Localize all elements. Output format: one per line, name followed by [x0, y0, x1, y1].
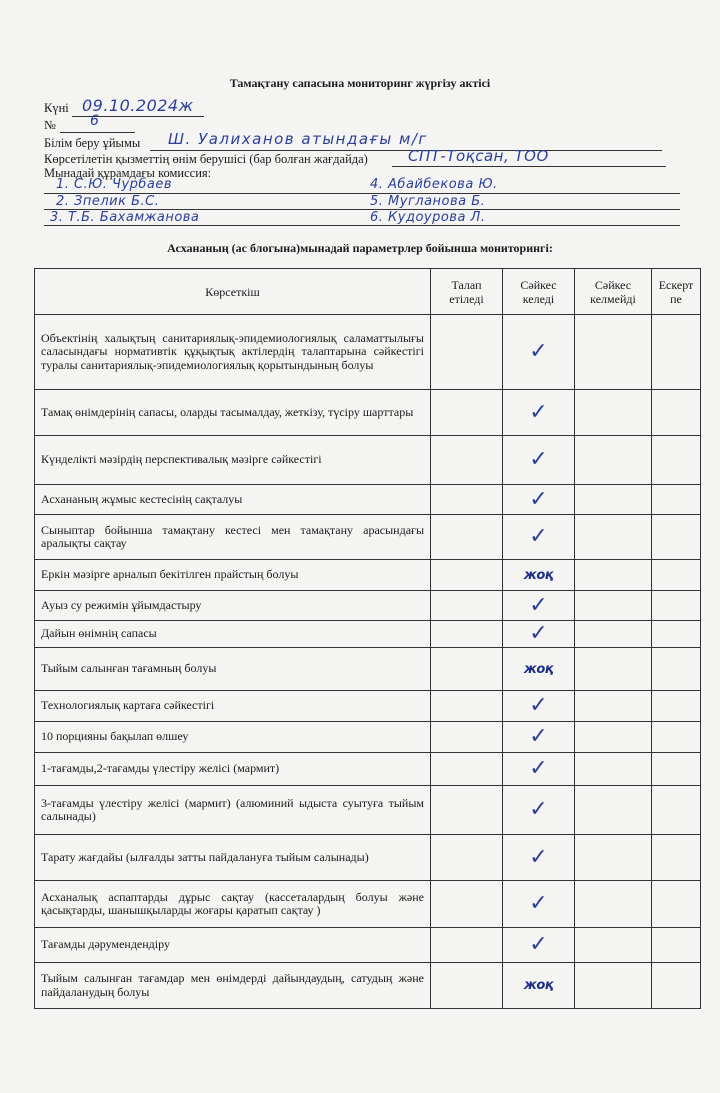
school-label: Білім беру ұйымы	[44, 136, 141, 150]
note-cell	[652, 648, 701, 691]
table-row	[35, 515, 701, 560]
header-required: Талап етіледі	[431, 269, 503, 315]
handwritten-mark: жоқ	[523, 567, 554, 583]
number-value: 6	[90, 113, 100, 129]
check-mark-icon: ✓	[529, 724, 548, 749]
required-cell	[431, 485, 503, 515]
indicator-cell: Дайын өнімнің сапасы	[35, 621, 431, 648]
noncompliant-cell	[575, 722, 652, 753]
header-compliant: Сәйкес келеді	[503, 269, 575, 315]
compliant-cell	[503, 648, 575, 691]
commission-member-5: 5. Мугланова Б.	[370, 194, 486, 209]
compliant-cell	[503, 881, 575, 928]
indicator-cell: 10 порцияны бақылап өлшеу	[35, 722, 431, 753]
required-cell	[431, 753, 503, 786]
check-mark-icon: ✓	[529, 756, 548, 781]
note-cell	[652, 963, 701, 1009]
table-row	[35, 560, 701, 591]
noncompliant-cell	[575, 591, 652, 621]
required-cell	[431, 691, 503, 722]
document-title: Тамақтану сапасына мониторинг жүргізу актісі	[229, 76, 491, 90]
indicator-cell: Тамақ өнімдерінің сапасы, оларды тасымалдау, жеткізу, түсіру шарттары	[35, 390, 431, 436]
noncompliant-cell	[575, 436, 652, 485]
required-cell	[431, 928, 503, 963]
date-value: 09.10.2024ж	[82, 96, 194, 115]
indicator-cell: 1-тағамды,2-тағамды үлестіру желісі (мармит)	[35, 753, 431, 786]
table-subtitle: Асхананың (ас блогына)мынадай параметрлер бойынша мониторингі:	[167, 241, 553, 255]
table-row	[35, 390, 701, 436]
check-mark-icon: ✓	[529, 891, 548, 916]
required-cell	[431, 881, 503, 928]
number-underline	[60, 132, 135, 133]
check-mark-icon: ✓	[529, 524, 548, 549]
commission-member-4: 4. Абайбекова Ю.	[370, 177, 498, 192]
noncompliant-cell	[575, 835, 652, 881]
check-mark-icon: ✓	[529, 339, 548, 364]
required-cell	[431, 315, 503, 390]
noncompliant-cell	[575, 621, 652, 648]
compliant-cell	[503, 515, 575, 560]
noncompliant-cell	[575, 786, 652, 835]
required-cell	[431, 786, 503, 835]
required-cell	[431, 648, 503, 691]
table-row	[35, 315, 701, 390]
indicator-cell: Технологиялық картаға сәйкестігі	[35, 691, 431, 722]
noncompliant-cell	[575, 753, 652, 786]
required-cell	[431, 621, 503, 648]
header-note: Ескертпе	[652, 269, 701, 315]
required-cell	[431, 722, 503, 753]
compliant-cell	[503, 485, 575, 515]
noncompliant-cell	[575, 390, 652, 436]
noncompliant-cell	[575, 560, 652, 591]
commission-label: Мынадай құрамдағы комиссия:	[44, 166, 212, 180]
compliant-cell	[503, 722, 575, 753]
compliant-cell	[503, 753, 575, 786]
check-mark-icon: ✓	[529, 844, 548, 870]
note-cell	[652, 621, 701, 648]
compliant-cell	[503, 315, 575, 390]
indicator-cell: Тарату жағдайы (ылғалды затты пайдалануға тыйым салынады)	[35, 835, 431, 881]
handwritten-mark: жоқ	[523, 661, 554, 677]
table-row	[35, 691, 701, 722]
table-row	[35, 786, 701, 835]
check-mark-icon: ✓	[529, 486, 548, 512]
noncompliant-cell	[575, 648, 652, 691]
required-cell	[431, 436, 503, 485]
note-cell	[652, 485, 701, 515]
check-mark-icon: ✓	[529, 399, 548, 425]
commission-member-3: 3. Т.Б. Бахамжанова	[50, 210, 200, 225]
note-cell	[652, 390, 701, 436]
table-row	[35, 928, 701, 963]
number-label: №	[44, 118, 56, 132]
note-cell	[652, 315, 701, 390]
note-cell	[652, 515, 701, 560]
note-cell	[652, 835, 701, 881]
noncompliant-cell	[575, 881, 652, 928]
indicator-cell: 3-тағамды үлестіру желісі (мармит) (алюминий ыдыста суытуға тыйым салынады)	[35, 786, 431, 835]
compliant-cell	[503, 436, 575, 485]
compliant-cell	[503, 963, 575, 1009]
commission-member-1: 1. С.Ю. Чурбаев	[56, 177, 173, 192]
table-row	[35, 648, 701, 691]
monitoring-table	[34, 268, 701, 1009]
table-row	[35, 485, 701, 515]
compliant-cell	[503, 691, 575, 722]
compliant-cell	[503, 560, 575, 591]
note-cell	[652, 691, 701, 722]
note-cell	[652, 560, 701, 591]
indicator-cell: Еркін мәзірге арналып бекітілген прайстың болуы	[35, 560, 431, 591]
check-mark-icon: ✓	[529, 693, 548, 718]
indicator-cell: Тыйым салынған тағамдар мен өнімдерді дайындаудың, сатудың және пайдаланудың болуы	[35, 963, 431, 1009]
required-cell	[431, 591, 503, 621]
check-mark-icon: ✓	[529, 592, 548, 618]
note-cell	[652, 722, 701, 753]
handwritten-mark: жоқ	[523, 978, 554, 993]
commission-member-2: 2. Зпелик Б.С.	[56, 194, 160, 209]
table-row	[35, 436, 701, 485]
required-cell	[431, 515, 503, 560]
check-mark-icon: ✓	[529, 621, 548, 646]
check-mark-icon: ✓	[529, 447, 548, 472]
compliant-cell	[503, 621, 575, 648]
check-mark-icon: ✓	[529, 797, 548, 822]
note-cell	[652, 753, 701, 786]
table-row	[35, 621, 701, 648]
provider-label: Көрсетілетін қызметтің өнім берушісі (бар болған жағдайда)	[44, 152, 368, 166]
provider-value: СПТ-Тоқсан, ТОО	[408, 147, 549, 165]
noncompliant-cell	[575, 963, 652, 1009]
table-header-row	[35, 269, 701, 315]
indicator-cell: Асханалық аспаптарды дұрыс сақтау (кассеталардың болуы және қасықтарды, шанышқыларды жоғары қаратып сақтау )	[35, 881, 431, 928]
required-cell	[431, 963, 503, 1009]
date-label: Күні	[44, 101, 69, 115]
school-underline	[150, 150, 662, 151]
header-indicator: Көрсеткіш	[35, 269, 431, 315]
indicator-cell: Ауыз су режимін ұйымдастыру	[35, 591, 431, 621]
table-row	[35, 722, 701, 753]
noncompliant-cell	[575, 315, 652, 390]
check-mark-icon: ✓	[529, 932, 548, 957]
compliant-cell	[503, 835, 575, 881]
indicator-cell: Асхананың жұмыс кестесінің сақталуы	[35, 485, 431, 515]
provider-underline	[392, 166, 666, 167]
commission-underline-3	[44, 225, 680, 226]
note-cell	[652, 881, 701, 928]
indicator-cell: Сыныптар бойынша тамақтану кестесі мен тамақтану арасындағы аралықты сақтау	[35, 515, 431, 560]
required-cell	[431, 390, 503, 436]
note-cell	[652, 786, 701, 835]
table-row	[35, 963, 701, 1009]
school-value: Ш. Уалиханов атындағы м/г	[168, 130, 428, 148]
note-cell	[652, 928, 701, 963]
required-cell	[431, 835, 503, 881]
table-row	[35, 753, 701, 786]
compliant-cell	[503, 591, 575, 621]
note-cell	[652, 591, 701, 621]
table-row	[35, 881, 701, 928]
table-row	[35, 591, 701, 621]
required-cell	[431, 560, 503, 591]
noncompliant-cell	[575, 515, 652, 560]
noncompliant-cell	[575, 485, 652, 515]
compliant-cell	[503, 390, 575, 436]
compliant-cell	[503, 786, 575, 835]
indicator-cell: Тағамды дәрумендендіру	[35, 928, 431, 963]
note-cell	[652, 436, 701, 485]
table-row	[35, 835, 701, 881]
noncompliant-cell	[575, 928, 652, 963]
header-noncompliant: Сәйкес келмейді	[575, 269, 652, 315]
noncompliant-cell	[575, 691, 652, 722]
indicator-cell: Тыйым салынған тағамның болуы	[35, 648, 431, 691]
indicator-cell: Күнделікті мәзірдің перспективалық мәзірге сәйкестігі	[35, 436, 431, 485]
commission-member-6: 6. Кудоурова Л.	[370, 210, 486, 225]
compliant-cell	[503, 928, 575, 963]
indicator-cell: Объектінің халықтың санитариялық-эпидемиологиялық саламаттылығы саласындағы нормативтік құқықтық актілердің талаптарына сәйкестігі туралы санитариялық-эпидемиологиялық қорытындының болуы	[35, 315, 431, 390]
